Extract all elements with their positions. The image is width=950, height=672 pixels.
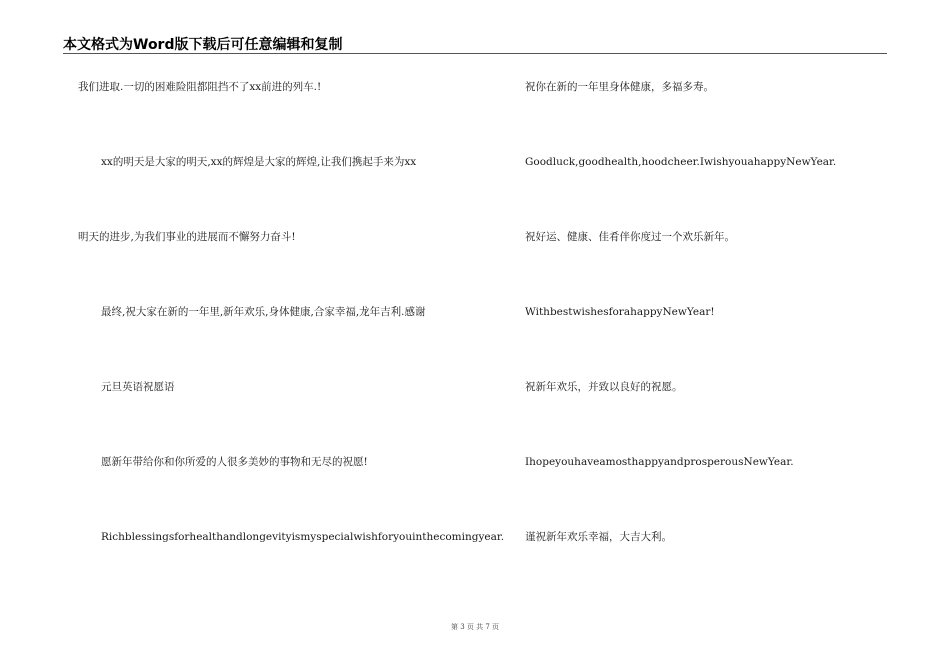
left-line-5: 元旦英语祝愿语 (101, 381, 175, 393)
right-line-7: 谨祝新年欢乐幸福，大吉大利。 (525, 531, 672, 543)
right-line-4: WithbestwishesforahappyNewYear! (525, 306, 715, 318)
left-line-6: 愿新年带给你和你所爱的人很多美妙的事物和无尽的祝愿! (101, 456, 368, 468)
left-line-1: 我们进取.一切的困难险阻都阻挡不了xx前进的列车.! (78, 81, 322, 93)
right-line-2: Goodluck,goodhealth,hoodcheer.IwishyouahappyNewYear. (525, 156, 837, 168)
right-line-6: IhopeyouhaveamosthappyandprosperousNewYear. (525, 456, 794, 468)
document-header-title: 本文格式为Word版下载后可任意编辑和复制 (63, 37, 343, 53)
right-line-5: 祝新年欢乐，并致以良好的祝愿。 (525, 381, 683, 393)
header-divider (63, 53, 887, 54)
left-line-2: xx的明天是大家的明天,xx的辉煌是大家的辉煌,让我们携起手来为xx (101, 156, 417, 168)
page-number: 第 3 页 共 7 页 (450, 623, 500, 631)
right-line-3: 祝好运、健康、佳肴伴你度过一个欢乐新年。 (525, 231, 735, 243)
left-line-7: Richblessingsforhealthandlongevityismyspecialwishforyouinthecomingyear. (101, 531, 505, 543)
right-line-1: 祝你在新的一年里身体健康，多福多寿。 (525, 81, 714, 93)
left-line-4: 最终,祝大家在新的一年里,新年欢乐,身体健康,合家幸福,龙年吉利.感谢 (101, 306, 426, 318)
left-line-3: 明天的进步,为我们事业的进展而不懈努力奋斗! (78, 231, 296, 243)
